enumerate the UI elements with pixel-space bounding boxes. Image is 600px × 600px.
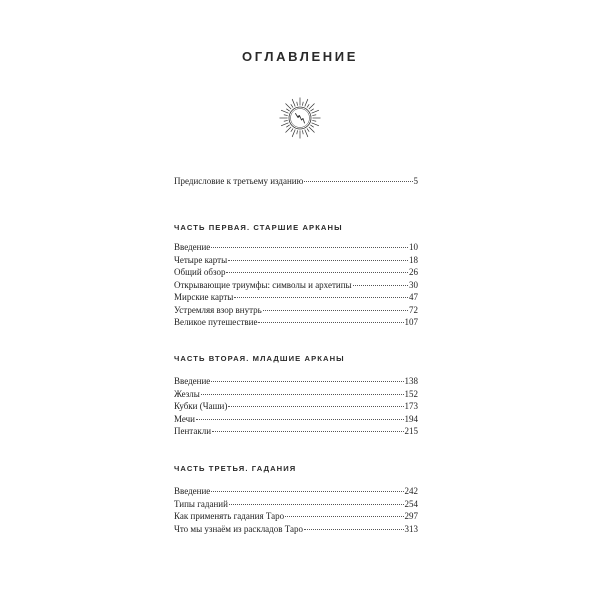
- ornament-ray: [312, 120, 316, 121]
- toc-entry[interactable]: [174, 425, 418, 438]
- dot-leader: [263, 310, 408, 311]
- page-title: ОГЛАВЛЕНИЕ: [242, 49, 358, 64]
- toc-entry[interactable]: [174, 375, 418, 388]
- dot-leader: [211, 491, 403, 492]
- toc-entry[interactable]: [174, 510, 418, 523]
- ornament-ray: [305, 99, 308, 106]
- toc-entry-label: Мечи: [174, 413, 195, 424]
- toc-entry-page: 313: [404, 523, 418, 534]
- toc-entry[interactable]: [174, 413, 418, 426]
- toc-entry-label: Открывающие триумфы: символы и архетипы: [174, 279, 352, 290]
- ornament-ray: [307, 128, 309, 131]
- dot-leader: [211, 247, 408, 248]
- toc-entry-page: 18: [409, 254, 418, 265]
- ornament-ray: [312, 110, 319, 113]
- toc-entry[interactable]: [174, 498, 418, 511]
- toc-entry[interactable]: [174, 279, 418, 292]
- ornament-ray: [302, 130, 303, 134]
- ornament-ray: [284, 120, 288, 121]
- toc-entry[interactable]: [174, 266, 418, 279]
- sun-ornament-icon: [278, 96, 322, 140]
- ornament-ray: [309, 104, 315, 110]
- toc-entry-label: Устремляя взор внутрь: [174, 304, 262, 315]
- ornament-ray: [297, 102, 298, 106]
- ornament-ray: [307, 104, 309, 107]
- toc-entry[interactable]: [174, 316, 418, 329]
- toc-entry-page: 138: [404, 376, 418, 386]
- toc-entry[interactable]: [174, 388, 418, 401]
- ornament-ray: [297, 130, 298, 134]
- toc-entry-page: 30: [409, 279, 418, 290]
- toc-entry[interactable]: [174, 241, 418, 254]
- toc-entry-label: Типы гаданий: [174, 498, 228, 509]
- ornament-ray: [286, 127, 292, 133]
- ornament-ray: [281, 110, 288, 113]
- ornament-ray: [312, 115, 316, 116]
- ornament-ray: [292, 99, 295, 106]
- section-part-1: [174, 222, 418, 329]
- ornament-ray: [305, 130, 308, 137]
- toc-entry-label: Четыре карты: [174, 254, 228, 265]
- section-heading: ЧАСТЬ ВТОРАЯ. МЛАДШИЕ АРКАНЫ: [174, 354, 345, 363]
- toc-entry-page: 254: [404, 498, 418, 509]
- dot-leader: [234, 297, 408, 298]
- preface-block: [174, 175, 418, 188]
- dot-leader: [226, 272, 408, 273]
- ornament-ray: [291, 104, 293, 107]
- section-heading: ЧАСТЬ ПЕРВАЯ. СТАРШИЕ АРКАНЫ: [174, 223, 343, 232]
- toc-entry-page: 107: [404, 317, 418, 327]
- toc-entry[interactable]: [174, 304, 418, 317]
- dot-leader: [196, 419, 404, 420]
- dot-leader: [258, 322, 403, 323]
- ornament-ray: [312, 123, 319, 126]
- dot-leader: [212, 431, 403, 432]
- toc-entry-label: Как применять гадания Таро: [174, 511, 285, 521]
- toc-entry-label: Пентакли: [174, 426, 212, 436]
- dot-leader: [304, 181, 412, 182]
- ornament-ray: [302, 102, 303, 106]
- section-heading: ЧАСТЬ ТРЕТЬЯ. ГАДАНИЯ: [174, 464, 297, 473]
- ornament-ray: [292, 130, 295, 137]
- toc-entry-page: 215: [404, 426, 418, 436]
- dot-leader: [353, 285, 408, 286]
- toc-entry-page: 47: [409, 292, 418, 302]
- toc-entry-label: Общий обзор: [174, 267, 226, 277]
- toc-entry-label: Жезлы: [174, 388, 200, 399]
- toc-entry[interactable]: [174, 523, 418, 536]
- toc-entry-label: Введение: [174, 486, 211, 496]
- toc-entry-label: Мирские карты: [174, 292, 234, 302]
- ornament-ray: [284, 115, 288, 116]
- dot-leader: [229, 504, 404, 505]
- section-part-2: [174, 353, 418, 438]
- ornament-ray: [286, 109, 289, 111]
- ornament-ray: [310, 109, 313, 111]
- toc-entry-label: Введение: [174, 242, 211, 252]
- toc-entry-page: 242: [404, 486, 418, 496]
- toc-entry-page: 10: [409, 242, 418, 252]
- dot-leader: [285, 516, 403, 517]
- toc-entry-page: 194: [404, 413, 418, 424]
- ornament-ray: [286, 125, 289, 127]
- toc-entry-page: 173: [404, 401, 418, 411]
- toc-entry-label: Введение: [174, 376, 211, 386]
- toc-entry-page: 152: [404, 388, 418, 399]
- toc-entry[interactable]: [174, 291, 418, 304]
- toc-entry-page: 26: [409, 267, 418, 277]
- toc-entry-page: 5: [413, 176, 418, 186]
- toc-entry-label: Что мы узнаём из раскладов Таро: [174, 523, 304, 534]
- toc-entry-page: 297: [404, 511, 418, 521]
- toc-entry[interactable]: [174, 400, 418, 413]
- dot-leader: [228, 406, 403, 407]
- toc-entry-page: 72: [409, 304, 418, 315]
- dot-leader: [304, 529, 403, 530]
- section-part-3: [174, 463, 418, 535]
- toc-entry[interactable]: [174, 254, 418, 267]
- ornament-ray: [286, 104, 292, 110]
- toc-entry-label: Кубки (Чаши): [174, 401, 228, 411]
- toc-entry[interactable]: [174, 485, 418, 498]
- toc-entry-label: Предисловие к третьему изданию: [174, 176, 304, 186]
- dot-leader: [228, 260, 408, 261]
- ornament-ray: [291, 128, 293, 131]
- ornament-ray: [281, 123, 288, 126]
- toc-entry-preface[interactable]: [174, 175, 418, 188]
- ornament-ray: [309, 127, 315, 133]
- dot-leader: [201, 394, 404, 395]
- ornament-ray: [310, 125, 313, 127]
- toc-entry-label: Великое путешествие: [174, 317, 258, 327]
- dot-leader: [211, 381, 403, 382]
